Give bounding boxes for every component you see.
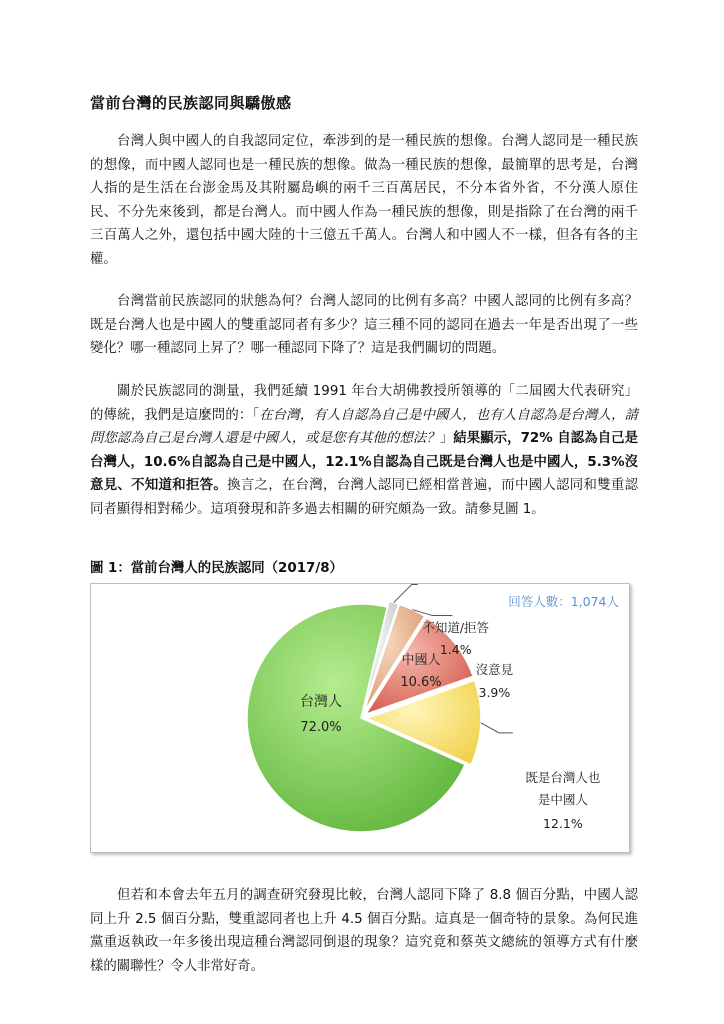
label-both-line2: 是中國人: [537, 792, 588, 807]
document-title: 當前台灣的民族認同與驕傲感: [90, 94, 292, 112]
value-taiwanese: 72.0%: [300, 720, 342, 735]
label-no-opinion: 沒意見: [475, 662, 514, 677]
value-refused: 1.4%: [439, 642, 472, 657]
label-both-line1: 既是台灣人也: [525, 770, 601, 785]
leader-both: [481, 723, 513, 733]
paragraph-1: 台灣人與中國人的自我認同定位，牽涉到的是一種民族的想像。台灣人認同是一種民族的想像，而中國人認同也是一種民族的想像。做為一種民族的想像，最簡單的思考是，台灣人指的是生活在台澎金馬及其附屬島嶼的兩千三百萬居民，不分本省外省，不分漢人原住民、不分先來後到，都是台灣人。而中國人作為一種民族的想像，則是指除了在台灣的兩千三百萬人之外，還包括中國大陸的十三億五千萬人。台灣人和中國人不一樣，但各有各的主權。: [90, 134, 638, 267]
paragraph-3-quote-close: 」: [439, 431, 454, 446]
value-both: 12.1%: [543, 816, 583, 831]
paragraph-2: 台灣當前民族認同的狀態為何？台灣人認同的比例有多高？中國人認同的比例有多高？既是台灣人也是中國人的雙重認同者有多少？這三種不同的認同在過去一年是否出現了一些變化？哪一種認同上昇了？哪一種認同下降了？這是我們關切的問題。: [90, 294, 638, 356]
pie-chart-frame: [90, 583, 630, 853]
survey-results: 結果顯示，72% 自認為自己是台灣人，10.6%自認為自己是中國人，12.1%自認為自己既是台灣人也是中國人，5.3%沒意見、不知道和拒答。: [90, 431, 639, 493]
pie-chart: [91, 584, 629, 852]
survey-question: 在台灣，有人自認為自己是中國人，也有人自認為是台灣人，請問您認為自己是台灣人還是中國人，或是您有其他的想法？: [90, 407, 638, 446]
label-chinese: 中國人: [401, 653, 441, 669]
value-chinese: 10.6%: [400, 675, 442, 691]
paragraph-3-intro: 關於民族認同的測量，我們延續 1991 年台大胡佛教授所領導的「二屆國大代表研究」的傳統，我們是這麼問的：「: [90, 384, 638, 423]
respondent-count: 回答人數：1,074人: [508, 594, 619, 609]
paragraph-3: [90, 380, 638, 521]
figure-caption: 圖 1：當前台灣人的民族認同（2017/8）: [90, 561, 343, 576]
leader-refused: [394, 585, 418, 603]
value-no-opinion: 3.9%: [478, 685, 511, 700]
label-taiwanese: 台灣人: [300, 694, 342, 710]
label-refused: 不知道/拒答: [422, 620, 490, 635]
paragraph-4: 但若和本會去年五月的調查研究發現比較，台灣人認同下降了 8.8 個百分點，中國人認同上升 2.5 個百分點，雙重認同者也上升 4.5 個百分點。這真是一個奇特的景象。為何民進黨重返執政一年多後出現這種台灣認同倒退的現象？這究竟和蔡英文總統的領導方式有什麼樣的關聯性？令人非常好奇。: [90, 888, 638, 974]
paragraph-3-conclusion: 換言之，在台灣，台灣人認同已經相當普遍，而中國人認同和雙重認同者顯得相對稀少。這項發現和許多過去相關的研究頗為一致。請參見圖 1。: [90, 478, 639, 517]
